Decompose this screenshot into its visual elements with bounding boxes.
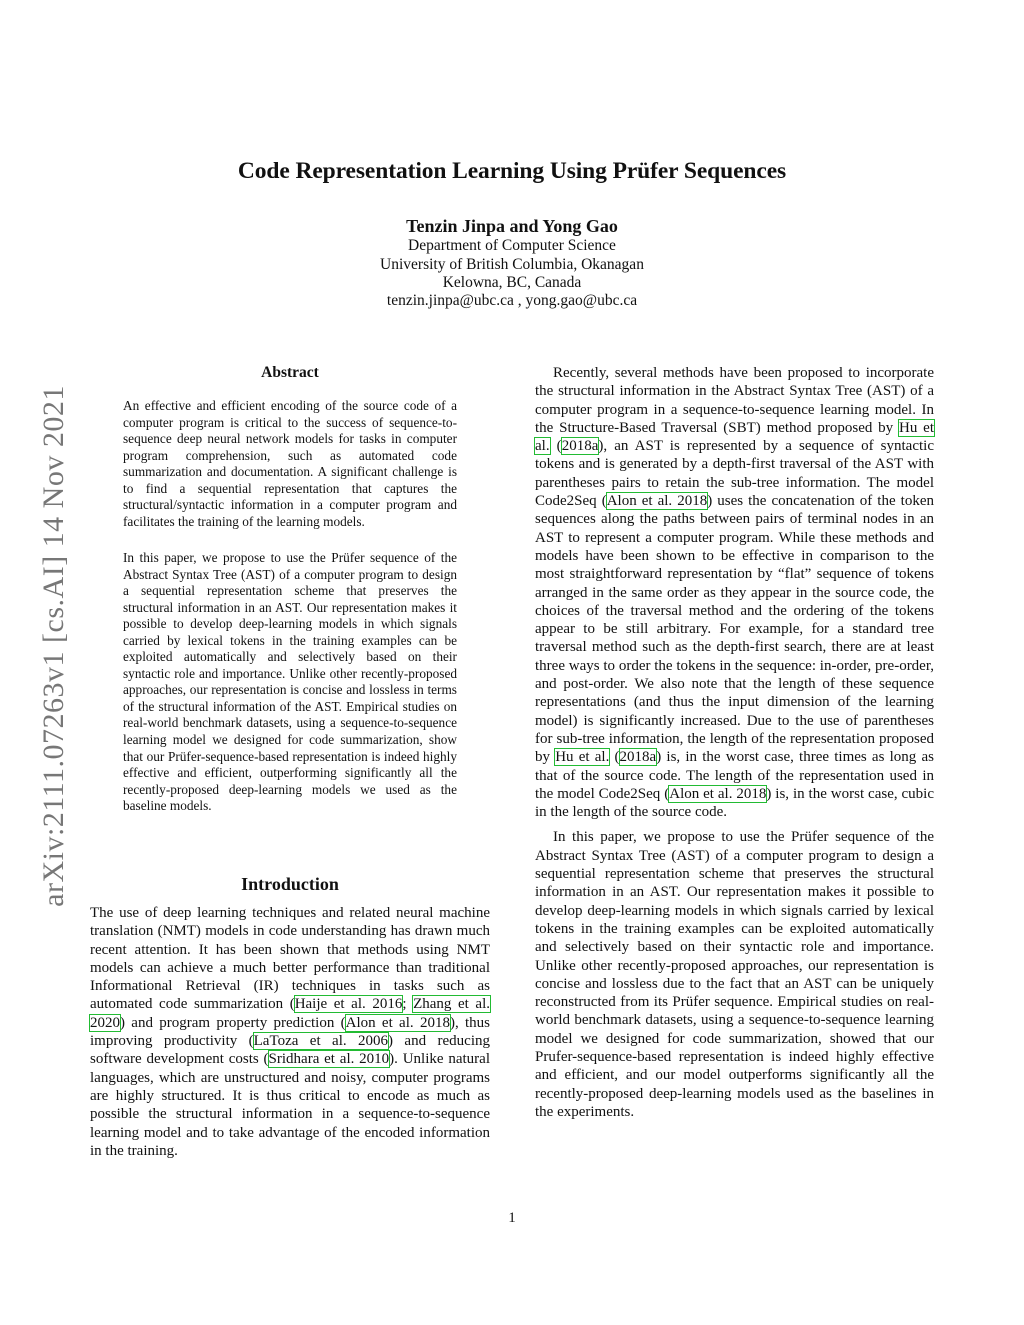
citation-sridhara-2010[interactable]: Sridhara et al. 2010	[268, 1051, 390, 1068]
page-number: 1	[508, 1210, 516, 1226]
abstract-heading: Abstract	[261, 364, 319, 381]
citation-hu-2018-author[interactable]: Hu et al.	[535, 419, 934, 455]
paper-authors: Tenzin Jinpa and Yong Gao	[406, 216, 618, 236]
body-text: ), an AST is represented by a sequence of syntactic tokens and is generated by a depth-first traversal of the AST with parentheses pairs to retain the sub-tree information. The model Code2Seq (	[535, 438, 934, 510]
abstract-paragraph-2: In this paper, we propose to use the Prüfer sequence of the Abstract Syntax Tree (AST) of a computer program to design a sequential representation scheme that preserves the structural information in an AST. Our representation makes it possible to develop deep-learning models in which signals carried by lexical tokens in the training examples can be exploited automatically and selectively based on their syntactic role and importance. Unlike other recently-proposed approaches, our representation is concise and lossless in terms of the structural information of the AST. Empirical studies on real-world benchmark datasets, using a sequence-to-sequence learning model we designed for code summarization, show that our Prüfer-sequence-based representation is indeed highly effective and efficient, outperforming significantly all the recently-proposed deep-learning models we used as the baseline models.	[123, 550, 457, 814]
introduction-heading: Introduction	[241, 874, 339, 894]
citation-alon-2018[interactable]: Alon et al. 2018	[345, 1014, 450, 1031]
intro-text: ). Unlike natural languages, which are unstructured and noisy, computer programs are highly structured. It is thus critical to encode as much as possible the structural information in a sequence-to-sequence learning model and to take advantage of the encoded information in the training.	[90, 1051, 490, 1159]
citation-hu-2018-year[interactable]: 2018a	[619, 749, 657, 766]
body-text: (	[549, 438, 562, 455]
right-column	[535, 364, 934, 1121]
intro-text: ) and reducing software development costs (	[90, 1033, 490, 1068]
citation-separator: ;	[402, 996, 414, 1013]
intro-paragraph	[90, 904, 490, 1160]
body-text: ) uses the concatenation of the token sequences along the paths between pairs of terminal nodes in an AST to represent a computer program. While these methods and models have been shown to be effective in comparison to the most straightforward representation by “flat” sequence of tokens arranged in the same order as they appear in the source code, the choices of the traversal method and the ordering of the tokens appear to be still arbitrary. For example, for a standard tree traversal method such as the depth-first search, there are at least three ways to order the tokens in the sequence: in-order, pre-order, and post-order. We also note that the length of these sequence representations (and thus the input dimension of the learning model) is significantly increased. Due to the use of parentheses for sub-tree information, the length of the representation proposed by	[535, 493, 934, 766]
right-paragraph-2: In this paper, we propose to use the Prüfer sequence of the Abstract Syntax Tree (AST) of a computer program to design a sequential representation scheme that preserves the structural information in an AST. Our representation makes it possible to develop deep-learning models in which signals carried by lexical tokens in the training examples can be exploited automatically and selectively based on their syntactic role and importance. Unlike other recently-proposed approaches, our representation is concise and lossless due to the fact that an AST can be uniquely reconstructed from its Prüfer sequence. Empirical studies on real-world benchmark datasets, using a sequence-to-sequence learning model we designed for code summarization, showed that our Prufer-sequence-based representation is indeed highly effective and efficient, and our model outperforms significantly all the recently-proposed deep-learning models used as the baselines in the experiments.	[535, 829, 934, 1120]
citation-zhang-2020[interactable]: Zhang et al. 2020	[90, 996, 490, 1031]
citation-hu-2018-author[interactable]: Hu et al.	[555, 749, 610, 766]
right-paragraph-1	[535, 364, 934, 821]
affiliation-dept: Department of Computer Science	[408, 237, 616, 254]
intro-text: ) and program property prediction (	[120, 1014, 346, 1031]
affiliation-city: Kelowna, BC, Canada	[442, 274, 582, 291]
affiliation-university: University of British Columbia, Okanagan	[380, 256, 644, 273]
intro-text: ), thus improving productivity (	[90, 1014, 491, 1050]
citation-latoza-2006[interactable]: LaToza et al. 2006	[253, 1033, 389, 1050]
intro-column-left	[90, 904, 490, 1160]
author-emails: tenzin.jinpa@ubc.ca , yong.gao@ubc.ca	[386, 292, 638, 309]
citation-alon-2018[interactable]: Alon et al. 2018	[669, 785, 767, 802]
citation-haije-2016[interactable]: Haije et al. 2016	[294, 996, 403, 1013]
abstract-paragraph-1: An effective and efficient encoding of the source code of a computer program is critical to the success of sequence-to-sequence deep neural network models for tasks in computer program comprehension, such as automated code summarization and documentation. A significant challenge is to find a sequential representation that captures the structural/syntactic information in a computer program and facilitates the training of the learning models.	[123, 398, 457, 529]
body-text: ) is, in the worst case, three times as long as that of the source code. The length of the representation used in the model Code2Seq (	[535, 749, 934, 802]
citation-hu-2018-year[interactable]: 2018a	[561, 438, 599, 455]
citation-alon-2018[interactable]: Alon et al. 2018	[606, 493, 708, 510]
body-text: (	[609, 749, 620, 766]
arxiv-identifier: arXiv:2111.07263v1 [cs.AI] 14 Nov 2021	[37, 385, 70, 907]
intro-text: The use of deep learning techniques and related neural machine translation (NMT) models in code understanding has drawn much recent attention. It has been shown that methods using NMT models can achieve a much better performance than traditional Informational Retrieval (IR) techniques in tasks such as automated code summarization (	[90, 905, 490, 1013]
body-text: ) is, in the worst case, cubic in the length of the source code.	[535, 785, 935, 821]
paper-title: Code Representation Learning Using Prüfer Sequences	[237, 158, 787, 184]
body-text: Recently, several methods have been proposed to incorporate the structural information in the Abstract Syntax Tree (AST) of a computer program in a sequence-to-sequence learning model. In the Structure-Based Traversal (SBT) method proposed by	[535, 365, 934, 436]
